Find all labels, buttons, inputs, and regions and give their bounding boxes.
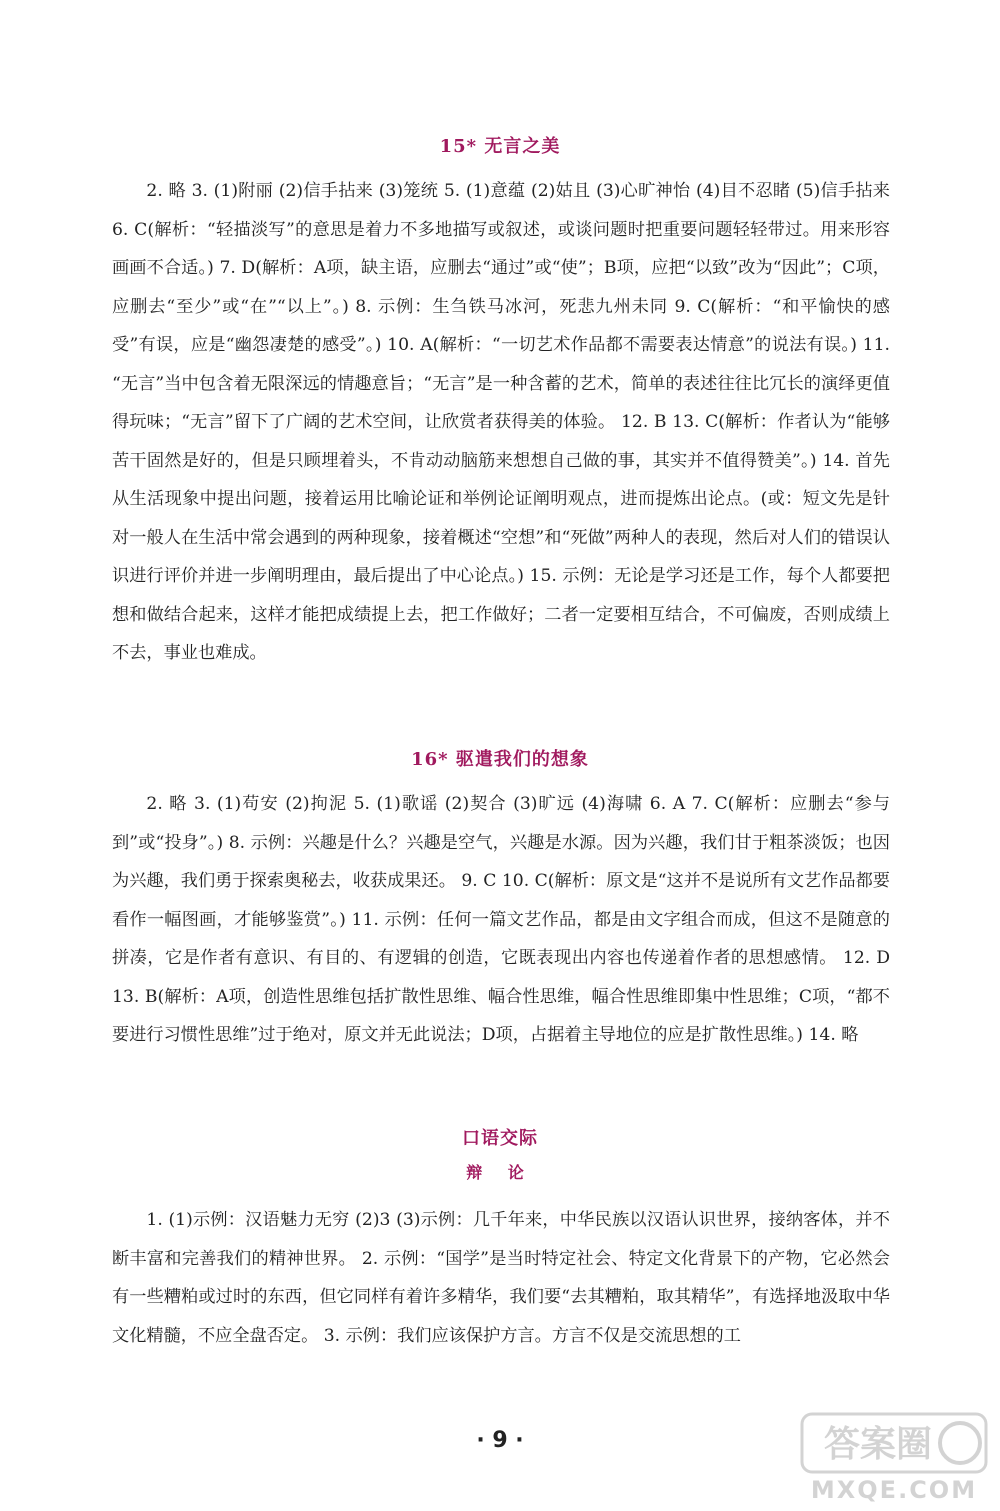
section-title-oral: 口语交际 bbox=[462, 1128, 538, 1149]
section-title-16: 16* 驱遣我们的想象 bbox=[411, 749, 589, 770]
watermark-main-text: 答案圈 bbox=[823, 1424, 933, 1465]
watermark-logo bbox=[800, 1412, 988, 1504]
section-subtitle-debate: 辩 论 bbox=[466, 1163, 534, 1182]
section-body-16: 2. 略 3. (1)苟安 (2)拘泥 5. (1)歌谣 (2)契合 (3)旷远 (4)海啸 6. A 7. C(解析：应删去“参与到”或“投身”。) 8. 示例：兴趣是什么？兴趣是空气，兴趣是水源。因为兴趣，我们甘于粗茶淡饭；也因为兴趣，我们勇于探索奥秘去，收获成果还。 9. C 10. C(解析：原文是“这并不是说所有文艺作品都要看作一幅图画，才能够鉴赏”。) 11. 示例：任何一篇文艺作品，都是由文字组合而成，但这不是随意的拼凑，它是作者有意识、有目的、有逻辑的创造，它既表现出内容也传递着作者的思想感情。 12. D 13. B(解析：A项，创造性思维包括扩散性思维、幅合性思维，幅合性思维即集中性思维；C项，“都不要进行习惯性思维”过于绝对，原文并无此说法；D项，占据着主导地位的应是扩散性思维。) 14. 略 bbox=[112, 794, 890, 1045]
watermark-url-text: MXQE.COM bbox=[810, 1476, 978, 1504]
page-number: · 9 · bbox=[476, 1428, 524, 1453]
section-body-15: 2. 略 3. (1)附丽 (2)信手拈来 (3)笼统 5. (1)意蕴 (2)姑且 (3)心旷神怡 (4)目不忍睹 (5)信手拈来 6. C(解析：“轻描淡写”的意思是着力不多地描写或叙述，或谈问题时把重要问题轻轻带过。用来形容画画不合适。) 7. D(解析：A项，缺主语，应删去“通过”或“使”；B项，应把“以致”改为“因此”；C项，应删去“至少”或“在”“以上”。) 8. 示例：生刍铁马冰河，死悲九州未同 9. C(解析：“和平愉快的感受”有误，应是“幽怨凄楚的感受”。) 10. A(解析：“一切艺术作品都不需要表达情意”的说法有误。) 11. “无言”当中包含着无限深远的情趣意旨；“无言”是一种含蓄的艺术，简单的表述往往比冗长的演绎更值得玩味；“无言”留下了广阔的艺术空间，让欣赏者获得美的体验。 12. B 13. C(解析：作者认为“能够苦干固然是好的，但是只顾埋着头，不肯动动脑筋来想想自己做的事，其实并不值得赞美”。) 14. 首先从生活现象中提出问题，接着运用比喻论证和举例论证阐明观点，进而提炼出论点。(或：短文先是针对一般人在生活中常会遇到的两种现象，接着概述“空想”和“死做”两种人的表现，然后对人们的错误认识进行评价并进一步阐明理由，最后提出了中心论点。) 15. 示例：无论是学习还是工作，每个人都要把想和做结合起来，这样才能把成绩提上去，把工作做好；二者一定要相互结合，不可偏废，否则成绩上不去，事业也难成。 bbox=[112, 181, 890, 663]
section-title-15: 15* 无言之美 bbox=[439, 136, 561, 157]
section-body-oral: 1. (1)示例：汉语魅力无穷 (2)3 (3)示例：几千年来，中华民族以汉语认识世界，接纳客体，并不断丰富和完善我们的精神世界。 2. 示例：“国学”是当时特定社会、特定文化背景下的产物，它必然会有一些糟粕或过时的东西，但它同样有着许多精华，我们要“去其糟粕，取其精华”，有选择地汲取中华文化精髓，不应全盘否定。 3. 示例：我们应该保护方言。方言不仅是交流思想的工 bbox=[112, 1210, 890, 1346]
